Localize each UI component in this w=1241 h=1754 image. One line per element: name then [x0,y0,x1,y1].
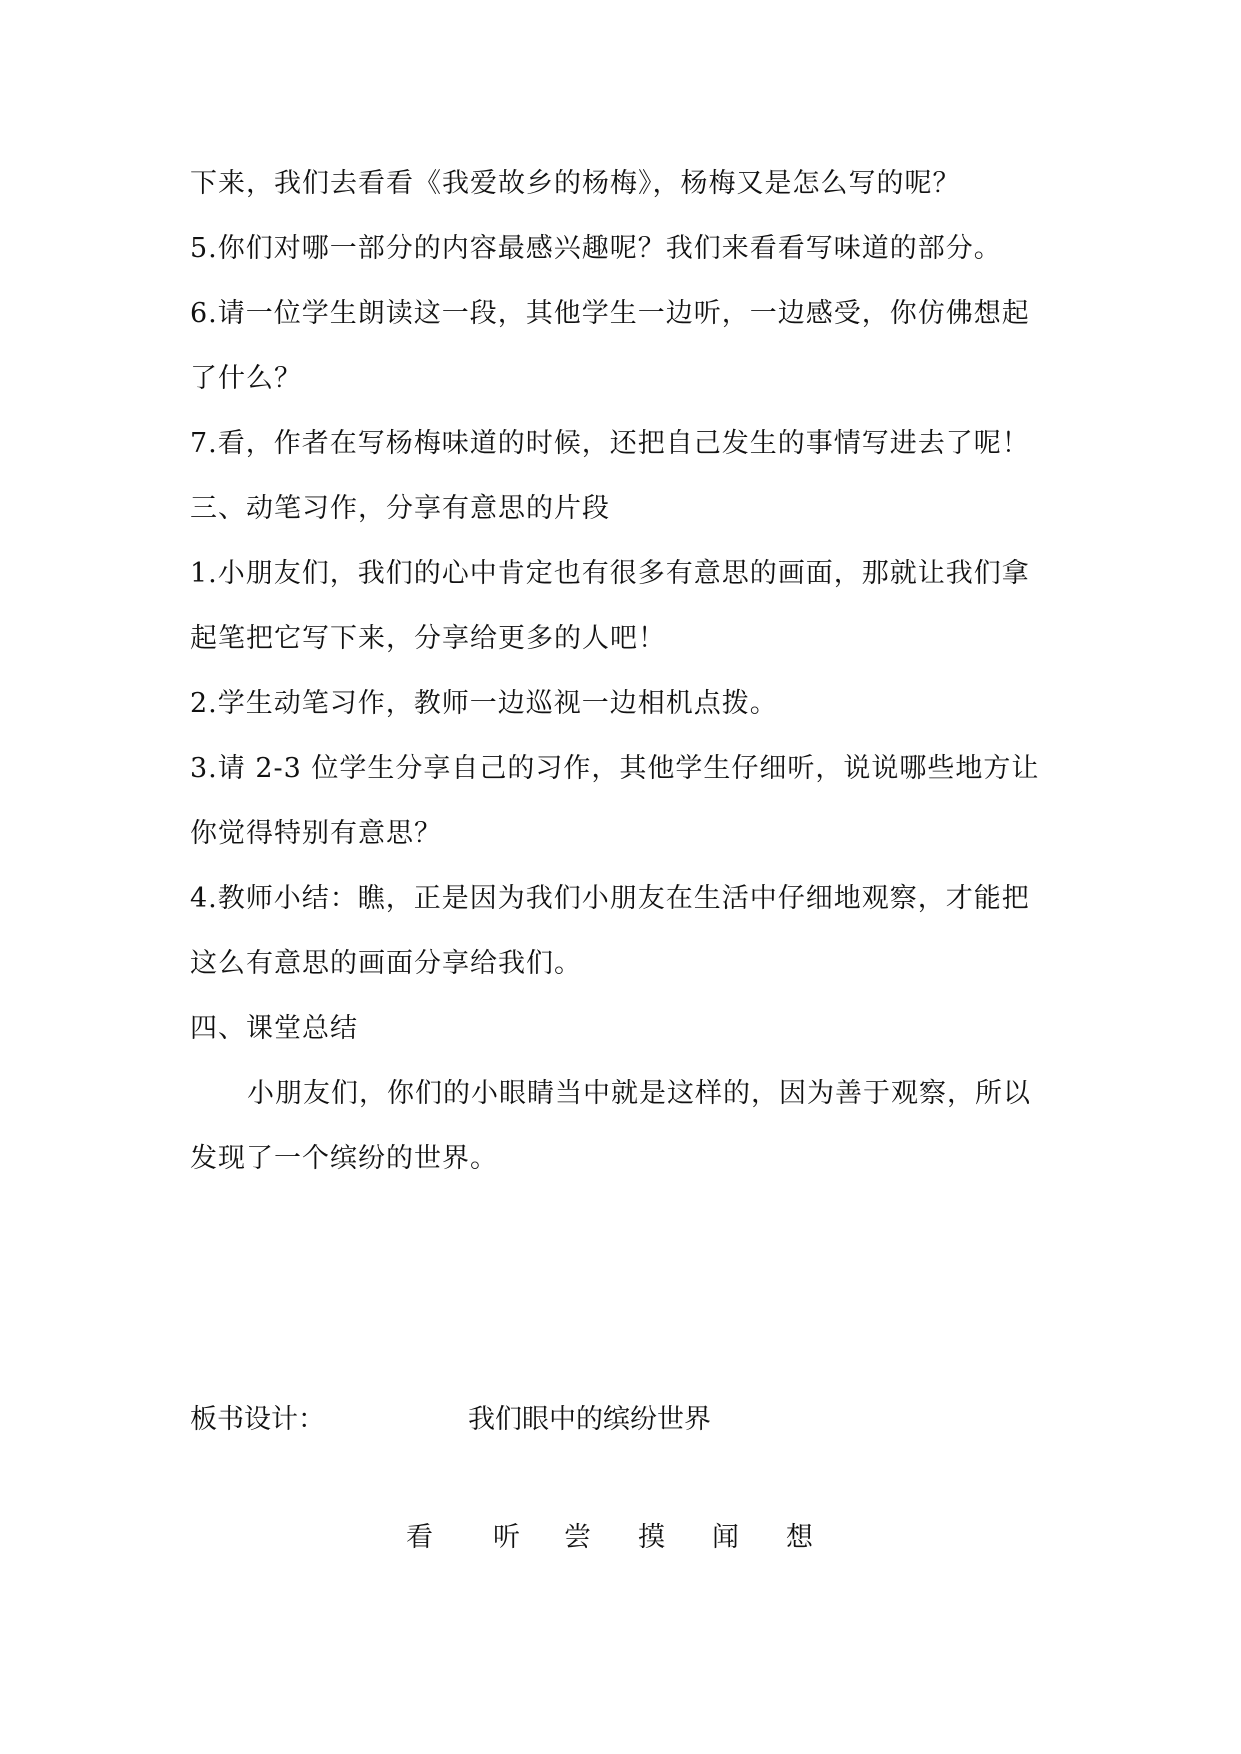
sense-word-taste: 尝 [564,1522,591,1553]
section-heading: 四、课堂总结 [190,1013,358,1044]
paragraph-line: 5.你们对哪一部分的内容最感兴趣呢？我们来看看写味道的部分。 [190,233,1002,264]
paragraph-line: 小朋友们，你们的小眼睛当中就是这样的，因为善于观察，所以 [247,1078,1031,1109]
board-senses-row [0,1520,1241,1560]
paragraph-line: 1.小朋友们，我们的心中肯定也有很多有意思的画面，那就让我们拿 [190,558,1030,589]
paragraph-line: 3.请 2-3 位学生分享自己的习作，其他学生仔细听，说说哪些地方让 [190,753,1040,784]
paragraph-line: 你觉得特别有意思？ [190,818,442,849]
sense-word-touch: 摸 [638,1522,665,1553]
board-design-label: 板书设计： [190,1404,325,1435]
paragraph-line: 发现了一个缤纷的世界。 [190,1143,498,1174]
paragraph-line: 4.教师小结：瞧，正是因为我们小朋友在生活中仔细地观察，才能把 [190,883,1030,914]
board-design-title: 我们眼中的缤纷世界 [468,1404,711,1435]
sense-word-see: 看 [406,1522,433,1553]
paragraph-line: 了什么？ [190,363,302,394]
paragraph-line: 7.看，作者在写杨梅味道的时候，还把自己发生的事情写进去了呢！ [190,428,1030,459]
paragraph-line: 下来，我们去看看《我爱故乡的杨梅》，杨梅又是怎么写的呢？ [190,168,961,199]
sense-word-think: 想 [786,1522,813,1553]
paragraph-line: 2.学生动笔习作，教师一边巡视一边相机点拨。 [190,688,778,719]
paragraph-line: 起笔把它写下来，分享给更多的人吧！ [190,623,666,654]
sense-word-hear: 听 [493,1522,520,1553]
paragraph-line: 6.请一位学生朗读这一段，其他学生一边听，一边感受，你仿佛想起 [190,298,1030,329]
sense-word-smell: 闻 [712,1522,739,1553]
paragraph-line: 这么有意思的画面分享给我们。 [190,948,582,979]
section-heading: 三、动笔习作，分享有意思的片段 [190,493,610,524]
